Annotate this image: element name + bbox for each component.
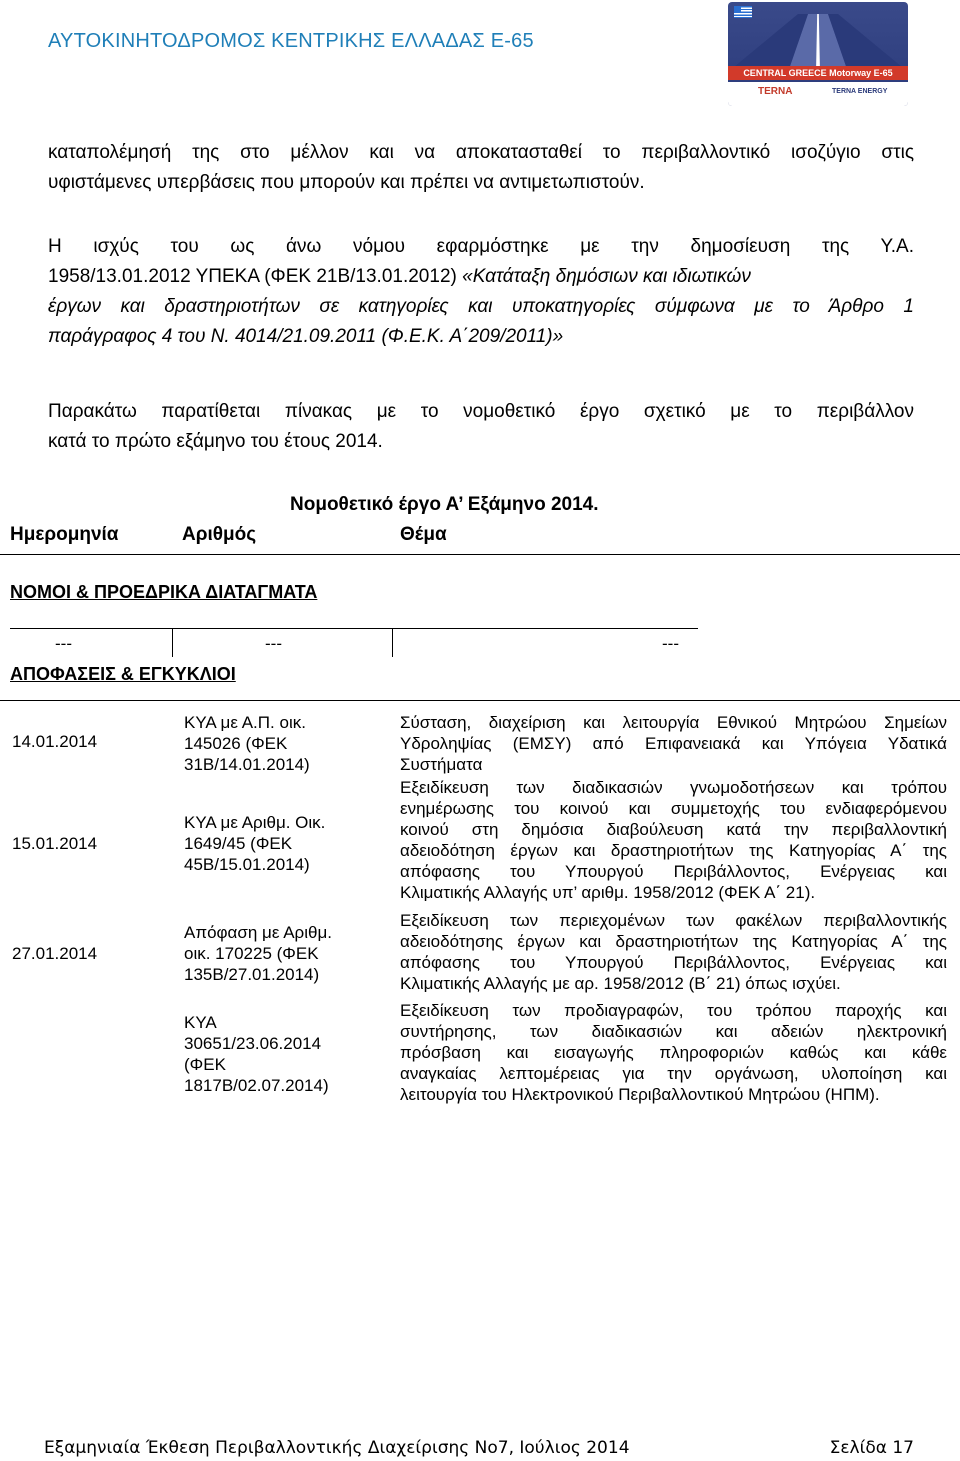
footer-page-number: Σελίδα 17: [829, 1438, 914, 1458]
table-cell-number: ΚΥΑ με Α.Π. οικ. 145026 (ΦΕΚ 31Β/14.01.2014): [184, 713, 310, 774]
paragraph-3: Παρακάτω παρατίθεται πίνακας με το νομοθετικό έργο σχετικό με το περιβάλλον κατά το πρώτο εξάμηνο του έτους 2014.: [48, 401, 914, 452]
terna-logo-text: TERNA: [758, 86, 793, 97]
table-cell-number: ΚΥΑ με Αριθμ. Οικ. 1649/45 (ΦΕΚ 45Β/15.01.2014): [184, 813, 326, 874]
table-cell-number: ΚΥΑ 30651/23.06.2014 (ΦΕΚ 1817Β/02.07.2014): [184, 1013, 329, 1095]
table-title: Νομοθετικό έργο Α’ Εξάμηνο 2014.: [290, 494, 599, 515]
table-divider: [0, 554, 960, 555]
empty-cell: ---: [265, 634, 282, 653]
table-cell-date: 15.01.2014: [12, 834, 98, 853]
footer-report-title: Εξαμηνιαία Έκθεση Περιβαλλοντικής Διαχείρισης Νο7, Ιούλιος 2014: [44, 1438, 630, 1458]
column-header-subject: Θέμα: [400, 524, 447, 545]
table-divider: [0, 700, 960, 701]
table-divider: [10, 628, 698, 629]
table-cell-subject: Σύσταση, διαχείριση και λειτουργία Εθνικού Μητρώου Σημείων Υδροληψίας (ΕΜΣΥ) από Επιφανειακά και Υπόγεια Υδατικά Συστήματα: [400, 713, 947, 774]
document-header-title: ΑΥΤΟΚΙΝΗΤΟΔΡΟΜΟΣ ΚΕΝΤΡΙΚΗΣ ΕΛΛΑΔΑΣ Ε-65: [48, 30, 534, 52]
section-decisions-circulars: ΑΠΟΦΑΣΕΙΣ & ΕΓΚΥΚΛΙΟΙ: [10, 664, 236, 684]
table-cell-subject: Εξειδίκευση των περιεχομένων των φακέλων περιβαλλοντικής αδειοδότησης έργων και δραστηριοτήτων της Κατηγορίας Α΄ της απόφασης του Υπουργού Περιβάλλοντος, Ενέργειας και Κλιματικής Αλλαγής με αρ. 1958/2012 (Β΄ 21) όπως ισχύει.: [400, 911, 947, 993]
empty-cell: ---: [55, 634, 72, 653]
table-cell-subject: Εξειδίκευση των διαδικασιών γνωμοδοτήσεων και τρόπου ενημέρωσης του κοινού και συμμετοχής του ενδιαφερόμενου κοινού στη δημόσια διαβούλευση κατά την περιβαλλοντική αδειοδότηση έργων και δραστηριοτήτων της Κατηγορίας Α΄ της απόφασης του Υπουργού Περιβάλλοντος, Ενέργειας και Κλιματικής Αλλαγής υπ’ αριθμ. 1958/2012 (ΦΕΚ Α΄ 21).: [400, 778, 947, 902]
motorway-logo: [728, 2, 908, 106]
logo-band-text: CENTRAL GREECE Motorway E-65: [743, 68, 893, 78]
table-cell-subject: Εξειδίκευση των προδιαγραφών, του τρόπου παροχής και συντήρησης, των διαδικασιών και αδειών ηλεκτρονική πρόσβαση και εισαγωγής πληροφοριών καθώς και κάθε αναγκαίας λεπτομέρειας για την οργάνωση, υλοποίηση και λειτουργία του Ηλεκτρονικού Περιβαλλοντικού Μητρώου (ΗΠΜ).: [400, 1001, 947, 1104]
paragraph-2: Η ισχύς του ως άνω νόμου εφαρμόστηκε με την δημοσίευση της Υ.Α. 1958/13.01.2012 ΥΠΕΚΑ (ΦΕΚ 21Β/13.01.2012) «Κατάταξη δημόσιων και ιδιωτικών έργων και δραστηριοτήτων σε κατηγορίες και υποκατηγορίες σύμφωνα με το Άρθρο 1 παράγραφος 4 του Ν. 4014/21.09.2011 (Φ.Ε.Κ. Α΄209/2011)»: [48, 236, 914, 347]
motorway-road-icon: [728, 14, 908, 72]
column-header-number: Αριθμός: [182, 524, 257, 545]
table-cell-date: 27.01.2014: [12, 944, 98, 963]
table-cell-date: 14.01.2014: [12, 732, 98, 751]
section-laws-decrees: ΝΟΜΟΙ & ΠΡΟΕΔΡΙΚΑ ΔΙΑΤΑΓΜΑΤΑ: [10, 582, 318, 602]
empty-cell: ---: [662, 634, 679, 653]
column-header-date: Ημερομηνία: [10, 524, 119, 545]
terna-energy-logo-text: TERNA ENERGY: [832, 88, 888, 95]
table-cell-number: Απόφαση με Αριθμ. οικ. 170225 (ΦΕΚ 135Β/27.01.2014): [184, 923, 332, 984]
paragraph-1: καταπολέμησή της στο μέλλον και να αποκατασταθεί το περιβαλλοντικό ισοζύγιο στις υφιστάμενες υπερβάσεις που μπορούν και πρέπει να αντιμετωπιστούν.: [48, 142, 914, 193]
